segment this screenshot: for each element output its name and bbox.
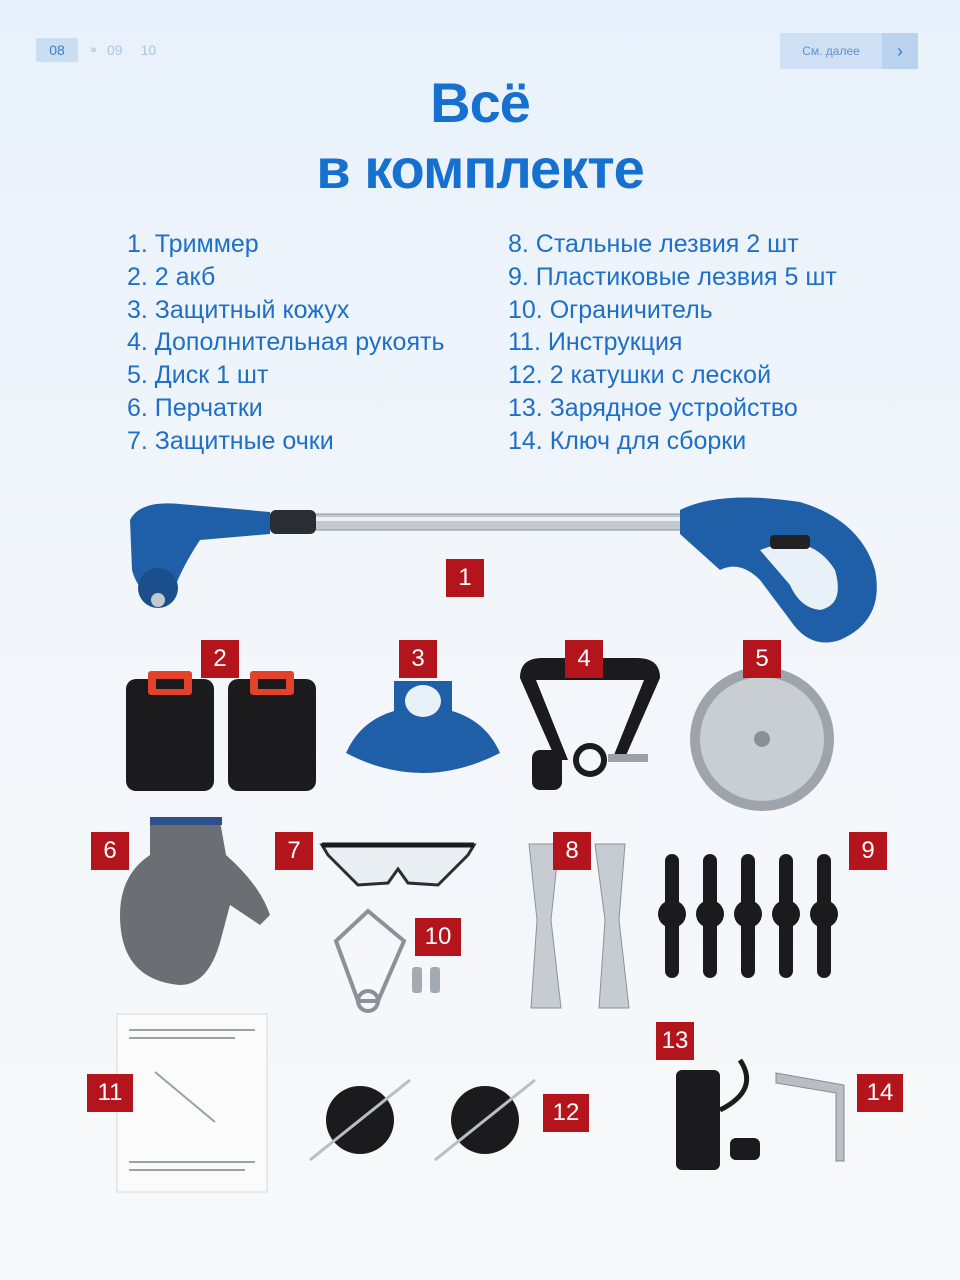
list-item: 11. Инструкция (508, 328, 683, 357)
pager-page-09[interactable]: 09 (107, 42, 123, 58)
assembly-wrench-image (770, 1065, 850, 1165)
chevron-right-icon[interactable]: › (882, 33, 918, 69)
list-item: 13. Зарядное устройство (508, 393, 798, 422)
badge-6: 6 (91, 832, 129, 870)
guard-image (340, 675, 505, 795)
badge-4: 4 (565, 640, 603, 678)
list-item: 9. Пластиковые лезвия 5 шт (508, 262, 837, 291)
saw-disc-image (680, 665, 850, 815)
contents-list-left (127, 228, 444, 458)
badge-2: 2 (201, 640, 239, 678)
list-item: 8. Стальные лезвия 2 шт (508, 230, 799, 258)
badge-14: 14 (857, 1074, 903, 1112)
list-item: 3. Защитный кожух (127, 295, 350, 324)
pager-arrows: ››› (90, 44, 95, 56)
badge-13: 13 (656, 1022, 694, 1060)
pager-current[interactable]: 08 (36, 38, 78, 62)
batteries-image (120, 665, 320, 795)
list-item: 12. 2 катушки с леской (508, 361, 772, 390)
title-line-1: Всё (430, 71, 530, 134)
list-item: 4. Дополнительная рукоять (127, 328, 445, 357)
badge-11: 11 (87, 1074, 133, 1112)
badge-12: 12 (543, 1094, 589, 1132)
title-line-2: в комплекте (316, 137, 644, 200)
list-item: 1. Триммер (127, 230, 259, 258)
list-item: 5. Диск 1 шт (127, 361, 269, 390)
badge-5: 5 (743, 640, 781, 678)
list-item: 10. Ограничитель (508, 295, 713, 324)
pager-page-10[interactable]: 10 (140, 42, 157, 58)
see-more-label: См. далее (802, 44, 860, 58)
list-item: 6. Перчатки (127, 393, 263, 422)
badge-9: 9 (849, 832, 887, 870)
instruction-image (115, 1012, 270, 1194)
charger-image (670, 1050, 780, 1175)
plastic-blades-image (655, 850, 850, 985)
list-item: 14. Ключ для сборки (508, 426, 747, 455)
line-spools-image (300, 1060, 560, 1180)
badge-3: 3 (399, 640, 437, 678)
list-item: 7. Защитные очки (127, 426, 334, 455)
badge-10: 10 (415, 918, 461, 956)
trimmer-image (120, 490, 890, 660)
list-item: 2. 2 акб (127, 262, 216, 291)
gloves-image (110, 815, 280, 995)
badge-7: 7 (275, 832, 313, 870)
badge-8: 8 (553, 832, 591, 870)
safety-glasses-image (318, 835, 478, 895)
see-more-button[interactable] (780, 33, 918, 69)
badge-1: 1 (446, 559, 484, 597)
page-pager (36, 38, 156, 62)
page-title (0, 70, 960, 202)
contents-list-right (508, 228, 837, 458)
